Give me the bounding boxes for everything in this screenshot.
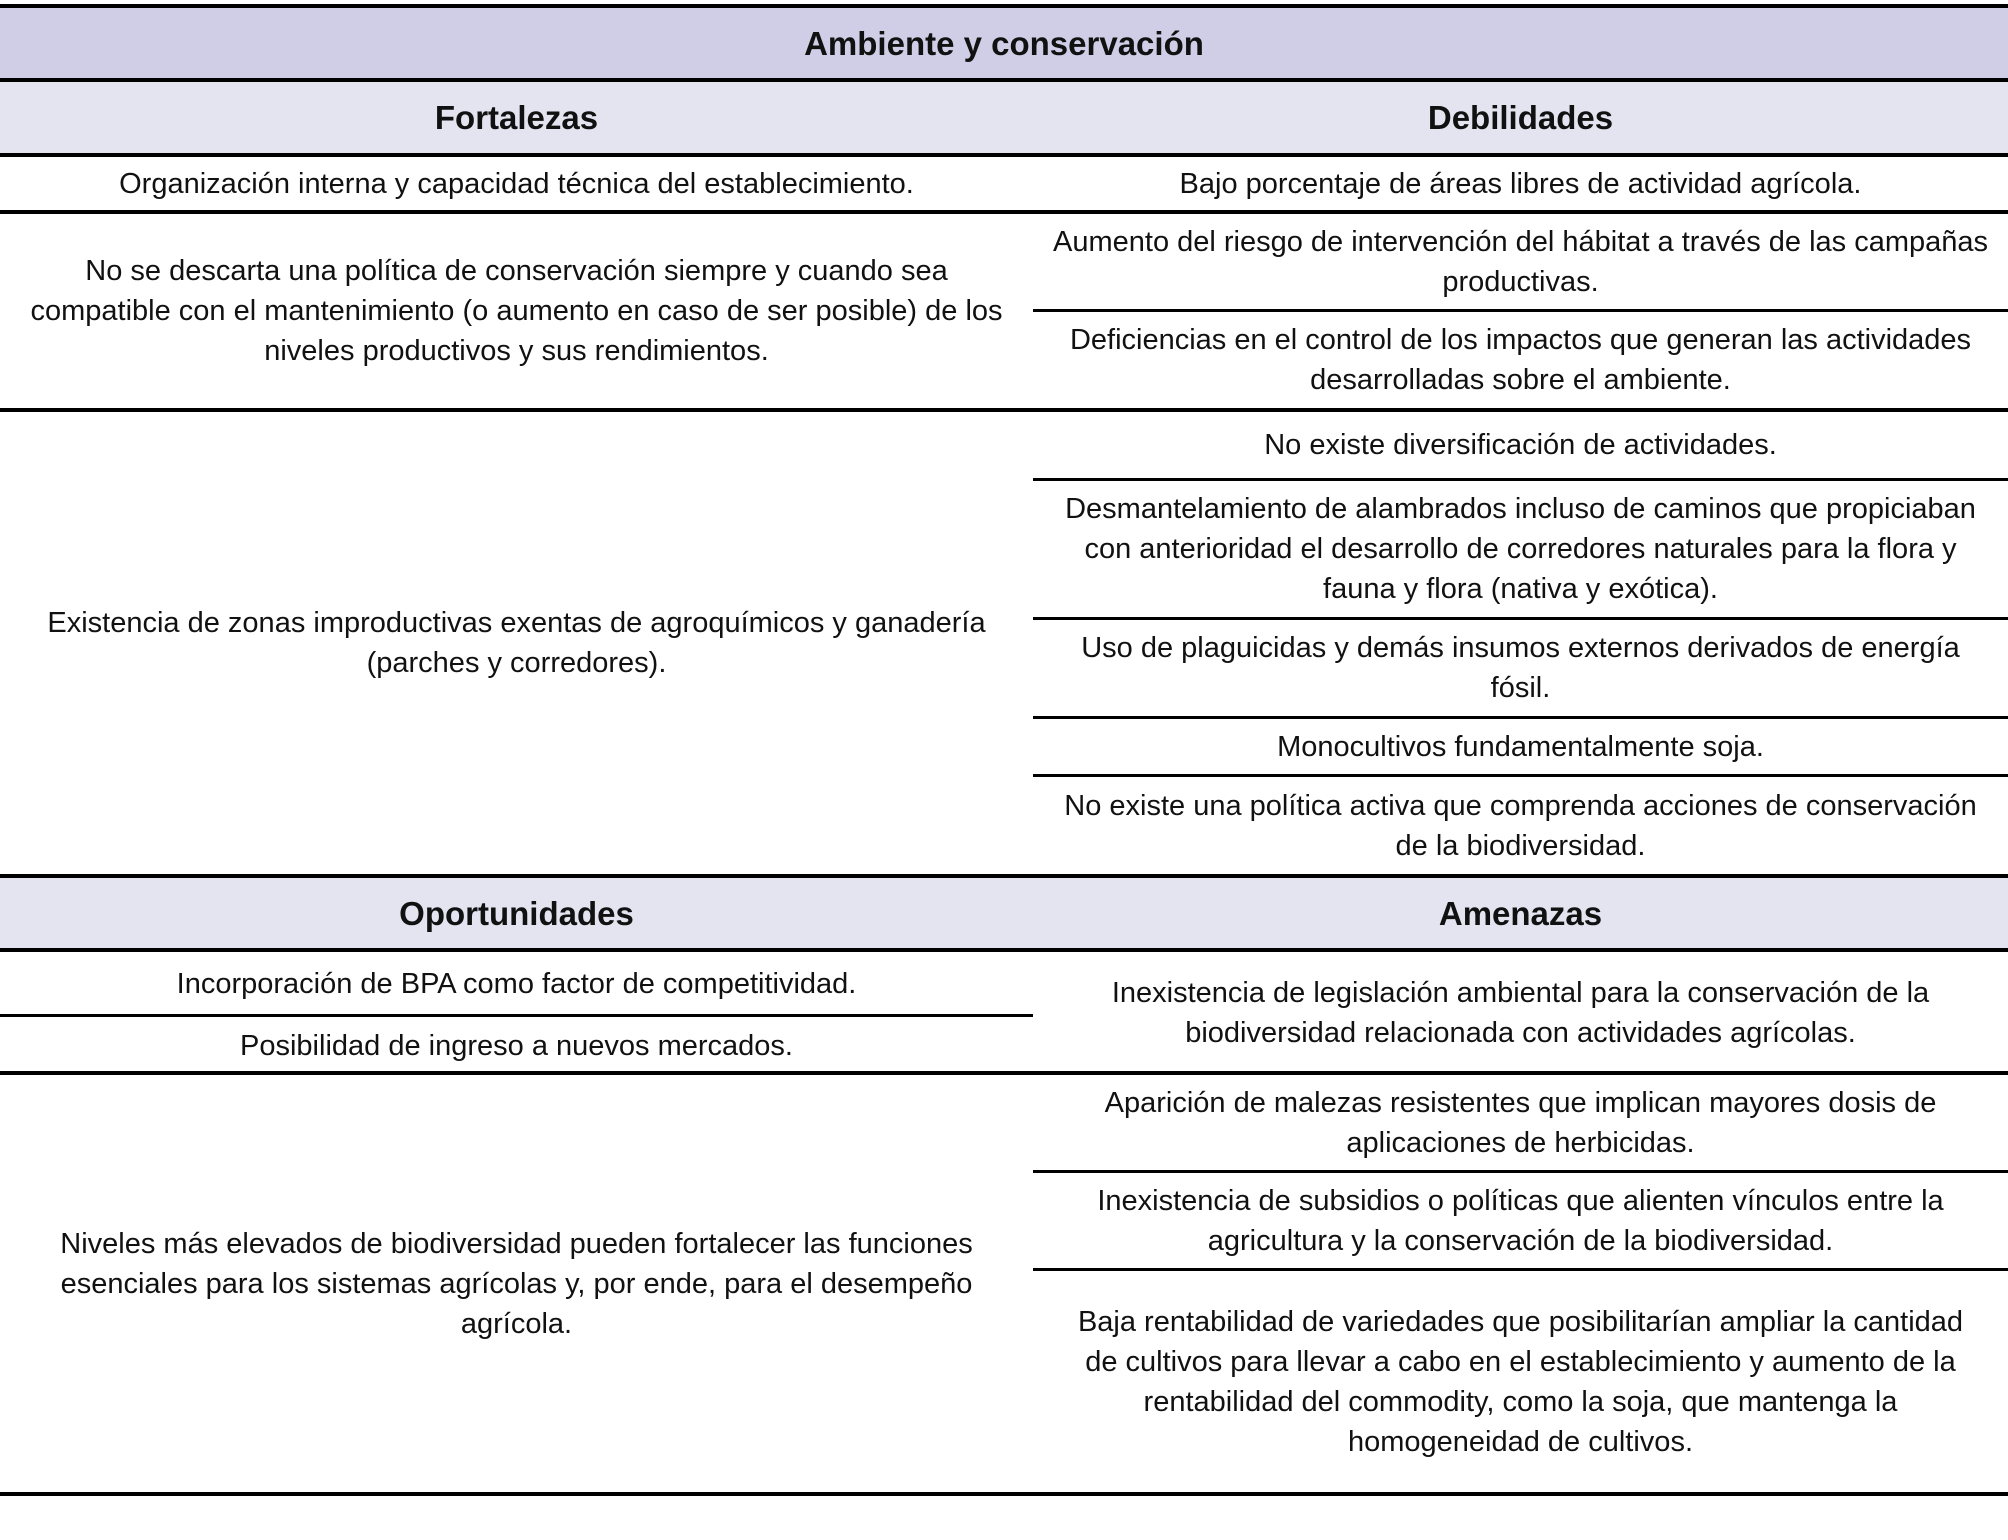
debilidad-item: Monocultivos fundamentalmente soja. bbox=[1277, 730, 1764, 763]
amenaza-item: Baja rentabilidad de variedades que posibilitarían ampliar la cantidad de cultivos para llevar a cabo en el establecimiento y aumento de la rentabilidad del commodity, como la soja, que mantenga la homogeneidad de cultivos. bbox=[1077, 1306, 1964, 1458]
fortaleza-item: Organización interna y capacidad técnica del establecimiento. bbox=[119, 167, 914, 200]
amenaza-item: Inexistencia de legislación ambiental para la conservación de la biodiversidad relacionada con actividades agrícolas. bbox=[1111, 977, 1930, 1049]
amenaza-item: Aparición de malezas resistentes que implican mayores dosis de aplicaciones de herbicidas. bbox=[1104, 1086, 1937, 1159]
oportunidad-item: Niveles más elevados de biodiversidad pueden fortalecer las funciones esenciales para los sistemas agrícolas y, por ende, para el desempeño agrícola. bbox=[60, 1228, 973, 1340]
debilidad-item: Uso de plaguicidas y demás insumos externos derivados de energía fósil. bbox=[1081, 632, 1960, 704]
debilidad-item: Deficiencias en el control de los impactos que generan las actividades desarrolladas sobre el ambiente. bbox=[1069, 324, 1972, 396]
rule-bottom bbox=[0, 1492, 2008, 1496]
oportunidad-item: Incorporación de BPA como factor de competitividad. bbox=[176, 967, 857, 1000]
debilidad-item: Desmantelamiento de alambrados incluso de caminos que propiciaban con anterioridad el desarrollo de corredores naturales para la flora y fauna y flora (nativa y exótica). bbox=[1065, 493, 1976, 605]
debilidad-item: Aumento del riesgo de intervención del hábitat a través de las campañas productivas. bbox=[1053, 225, 1989, 298]
header-debilidades: Debilidades bbox=[1427, 99, 1614, 136]
header-fortalezas: Fortalezas bbox=[434, 99, 599, 136]
table-title: Ambiente y conservación bbox=[804, 25, 1204, 62]
amenaza-item: Inexistencia de subsidios o políticas que alienten vínculos entre la agricultura y la conservación de la biodiversidad. bbox=[1097, 1185, 1944, 1257]
header-oportunidades: Oportunidades bbox=[399, 895, 634, 932]
debilidad-item: No existe una política activa que comprenda acciones de conservación de la biodiversidad. bbox=[1064, 789, 1977, 862]
fortaleza-item: Existencia de zonas improductivas exentas de agroquímicos y ganadería (parches y corredores). bbox=[47, 607, 986, 679]
fortaleza-item: No se descarta una política de conservación siempre y cuando sea compatible con el mantenimiento (o aumento en caso de ser posible) de los niveles productivos y sus rendimientos. bbox=[30, 255, 1003, 367]
debilidad-item: No existe diversificación de actividades. bbox=[1264, 429, 1777, 461]
header-amenazas: Amenazas bbox=[1438, 895, 1603, 932]
debilidad-item: Bajo porcentaje de áreas libres de actividad agrícola. bbox=[1179, 167, 1862, 200]
oportunidad-item: Posibilidad de ingreso a nuevos mercados. bbox=[240, 1029, 793, 1062]
